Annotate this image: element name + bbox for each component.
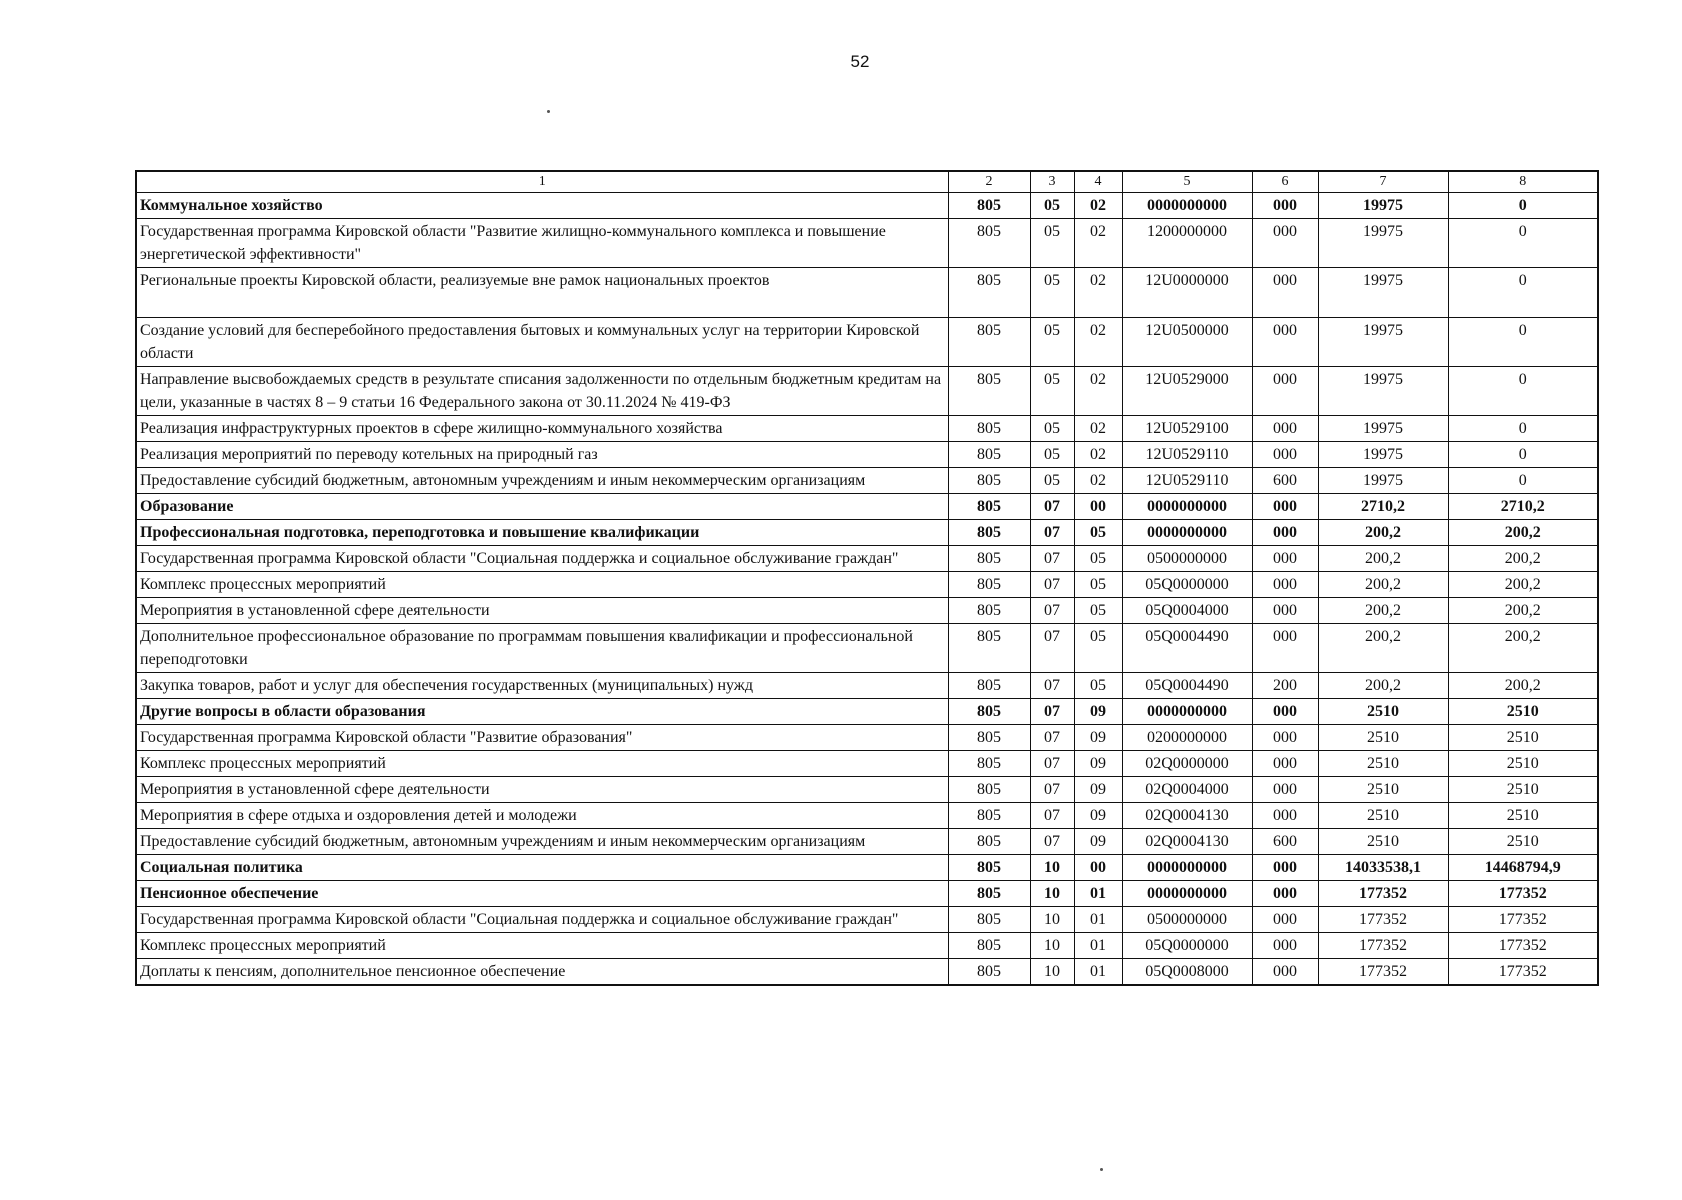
section-code-cell: 05	[1030, 442, 1074, 468]
section-code-cell: 07	[1030, 803, 1074, 829]
target-item-cell: 12U0529110	[1122, 468, 1252, 494]
expense-type-cell: 000	[1252, 624, 1318, 673]
amount-year2-cell: 200,2	[1448, 520, 1598, 546]
section-code-cell: 10	[1030, 855, 1074, 881]
column-header: 5	[1122, 171, 1252, 193]
ministry-code-cell: 805	[948, 520, 1030, 546]
target-item-cell: 05Q0004490	[1122, 624, 1252, 673]
row-name-cell: Государственная программа Кировской области "Социальная поддержка и социальное обслуживание граждан"	[136, 546, 948, 572]
amount-year1-cell: 19975	[1318, 416, 1448, 442]
target-item-cell: 0200000000	[1122, 725, 1252, 751]
row-name-cell: Комплекс процессных мероприятий	[136, 751, 948, 777]
amount-year2-cell: 177352	[1448, 881, 1598, 907]
target-item-cell: 05Q0000000	[1122, 933, 1252, 959]
row-name-cell: Государственная программа Кировской области "Развитие жилищно-коммунального комплекса и повышение энергетической эффективности"	[136, 219, 948, 268]
section-code-cell: 07	[1030, 572, 1074, 598]
table-row	[136, 699, 1598, 725]
amount-year2-cell: 2510	[1448, 751, 1598, 777]
table-row	[136, 624, 1598, 673]
amount-year1-cell: 19975	[1318, 318, 1448, 367]
subsection-code-cell: 05	[1074, 624, 1122, 673]
ministry-code-cell: 805	[948, 959, 1030, 986]
subsection-code-cell: 05	[1074, 673, 1122, 699]
amount-year1-cell: 200,2	[1318, 673, 1448, 699]
column-header: 4	[1074, 171, 1122, 193]
target-item-cell: 02Q0000000	[1122, 751, 1252, 777]
section-code-cell: 07	[1030, 546, 1074, 572]
subsection-code-cell: 02	[1074, 442, 1122, 468]
amount-year2-cell: 2510	[1448, 777, 1598, 803]
ministry-code-cell: 805	[948, 468, 1030, 494]
ministry-code-cell: 805	[948, 933, 1030, 959]
amount-year2-cell: 0	[1448, 442, 1598, 468]
amount-year2-cell: 14468794,9	[1448, 855, 1598, 881]
ministry-code-cell: 805	[948, 494, 1030, 520]
row-name-cell: Профессиональная подготовка, переподготовка и повышение квалификации	[136, 520, 948, 546]
amount-year2-cell: 2710,2	[1448, 494, 1598, 520]
subsection-code-cell: 02	[1074, 268, 1122, 318]
column-header: 1	[136, 171, 948, 193]
table-row	[136, 219, 1598, 268]
target-item-cell: 02Q0004130	[1122, 803, 1252, 829]
section-code-cell: 05	[1030, 367, 1074, 416]
subsection-code-cell: 09	[1074, 699, 1122, 725]
expense-type-cell: 000	[1252, 572, 1318, 598]
amount-year2-cell: 0	[1448, 193, 1598, 219]
expense-type-cell: 000	[1252, 318, 1318, 367]
target-item-cell: 0000000000	[1122, 494, 1252, 520]
ministry-code-cell: 805	[948, 673, 1030, 699]
page-number: 52	[850, 52, 870, 71]
subsection-code-cell: 01	[1074, 933, 1122, 959]
amount-year1-cell: 177352	[1318, 933, 1448, 959]
subsection-code-cell: 05	[1074, 598, 1122, 624]
target-item-cell: 0000000000	[1122, 855, 1252, 881]
amount-year1-cell: 19975	[1318, 268, 1448, 318]
subsection-code-cell: 02	[1074, 318, 1122, 367]
amount-year1-cell: 19975	[1318, 367, 1448, 416]
table-row	[136, 442, 1598, 468]
subsection-code-cell: 02	[1074, 367, 1122, 416]
subsection-code-cell: 05	[1074, 520, 1122, 546]
target-item-cell: 12U0529000	[1122, 367, 1252, 416]
row-name-cell: Комплекс процессных мероприятий	[136, 572, 948, 598]
target-item-cell: 0000000000	[1122, 699, 1252, 725]
table-row	[136, 829, 1598, 855]
subsection-code-cell: 02	[1074, 193, 1122, 219]
table-row	[136, 959, 1598, 986]
row-name-cell: Дополнительное профессиональное образование по программам повышения квалификации и профессиональной переподготовки	[136, 624, 948, 673]
table-row	[136, 520, 1598, 546]
section-code-cell: 10	[1030, 907, 1074, 933]
table-row	[136, 193, 1598, 219]
target-item-cell: 05Q0004490	[1122, 673, 1252, 699]
expense-type-cell: 200	[1252, 673, 1318, 699]
expense-type-cell: 000	[1252, 494, 1318, 520]
section-code-cell: 10	[1030, 933, 1074, 959]
ministry-code-cell: 805	[948, 367, 1030, 416]
expense-type-cell: 000	[1252, 933, 1318, 959]
amount-year1-cell: 2710,2	[1318, 494, 1448, 520]
amount-year1-cell: 2510	[1318, 829, 1448, 855]
amount-year2-cell: 200,2	[1448, 673, 1598, 699]
row-name-cell: Реализация инфраструктурных проектов в сфере жилищно-коммунального хозяйства	[136, 416, 948, 442]
table-row	[136, 803, 1598, 829]
table-row	[136, 933, 1598, 959]
section-code-cell: 05	[1030, 268, 1074, 318]
table-row	[136, 598, 1598, 624]
target-item-cell: 0000000000	[1122, 193, 1252, 219]
expense-type-cell: 000	[1252, 520, 1318, 546]
amount-year1-cell: 2510	[1318, 725, 1448, 751]
section-code-cell: 07	[1030, 725, 1074, 751]
amount-year2-cell: 0	[1448, 416, 1598, 442]
section-code-cell: 10	[1030, 881, 1074, 907]
amount-year1-cell: 177352	[1318, 959, 1448, 986]
ministry-code-cell: 805	[948, 598, 1030, 624]
amount-year2-cell: 200,2	[1448, 546, 1598, 572]
table-row	[136, 367, 1598, 416]
expense-type-cell: 000	[1252, 803, 1318, 829]
section-code-cell: 05	[1030, 416, 1074, 442]
ministry-code-cell: 805	[948, 855, 1030, 881]
table-row	[136, 546, 1598, 572]
table-row	[136, 268, 1598, 318]
target-item-cell: 0500000000	[1122, 546, 1252, 572]
ministry-code-cell: 805	[948, 699, 1030, 725]
target-item-cell: 02Q0004000	[1122, 777, 1252, 803]
row-name-cell: Региональные проекты Кировской области, реализуемые вне рамок национальных проектов	[136, 268, 948, 318]
row-name-cell: Государственная программа Кировской области "Социальная поддержка и социальное обслуживание граждан"	[136, 907, 948, 933]
amount-year1-cell: 14033538,1	[1318, 855, 1448, 881]
table-row	[136, 318, 1598, 367]
budget-table	[135, 170, 1599, 986]
amount-year2-cell: 177352	[1448, 907, 1598, 933]
expense-type-cell: 000	[1252, 219, 1318, 268]
ministry-code-cell: 805	[948, 907, 1030, 933]
subsection-code-cell: 05	[1074, 546, 1122, 572]
amount-year2-cell: 177352	[1448, 933, 1598, 959]
target-item-cell: 05Q0000000	[1122, 572, 1252, 598]
row-name-cell: Коммунальное хозяйство	[136, 193, 948, 219]
table-row	[136, 907, 1598, 933]
row-name-cell: Предоставление субсидий бюджетным, автономным учреждениям и иным некоммерческим организациям	[136, 829, 948, 855]
row-name-cell: Мероприятия в установленной сфере деятельности	[136, 777, 948, 803]
section-code-cell: 07	[1030, 520, 1074, 546]
target-item-cell: 1200000000	[1122, 219, 1252, 268]
table-body	[136, 193, 1598, 986]
section-code-cell: 05	[1030, 219, 1074, 268]
amount-year2-cell: 0	[1448, 268, 1598, 318]
row-name-cell: Комплекс процессных мероприятий	[136, 933, 948, 959]
target-item-cell: 0000000000	[1122, 881, 1252, 907]
row-name-cell: Доплаты к пенсиям, дополнительное пенсионное обеспечение	[136, 959, 948, 986]
table-header-row	[136, 171, 1598, 193]
row-name-cell: Другие вопросы в области образования	[136, 699, 948, 725]
column-header: 7	[1318, 171, 1448, 193]
expense-type-cell: 000	[1252, 881, 1318, 907]
amount-year1-cell: 200,2	[1318, 598, 1448, 624]
scan-speck	[547, 110, 550, 113]
amount-year1-cell: 19975	[1318, 468, 1448, 494]
expense-type-cell: 000	[1252, 777, 1318, 803]
row-name-cell: Предоставление субсидий бюджетным, автономным учреждениям и иным некоммерческим организациям	[136, 468, 948, 494]
expense-type-cell: 000	[1252, 268, 1318, 318]
target-item-cell: 0000000000	[1122, 520, 1252, 546]
expense-type-cell: 000	[1252, 907, 1318, 933]
ministry-code-cell: 805	[948, 829, 1030, 855]
table-row	[136, 881, 1598, 907]
target-item-cell: 05Q0008000	[1122, 959, 1252, 986]
amount-year2-cell: 200,2	[1448, 572, 1598, 598]
subsection-code-cell: 01	[1074, 959, 1122, 986]
expense-type-cell: 000	[1252, 442, 1318, 468]
subsection-code-cell: 09	[1074, 751, 1122, 777]
subsection-code-cell: 01	[1074, 907, 1122, 933]
table-row	[136, 751, 1598, 777]
expense-type-cell: 000	[1252, 193, 1318, 219]
expense-type-cell: 000	[1252, 546, 1318, 572]
amount-year2-cell: 2510	[1448, 699, 1598, 725]
scan-speck	[1100, 1168, 1103, 1171]
row-name-cell: Государственная программа Кировской области "Развитие образования"	[136, 725, 948, 751]
row-name-cell: Создание условий для бесперебойного предоставления бытовых и коммунальных услуг на территории Кировской области	[136, 318, 948, 367]
section-code-cell: 07	[1030, 673, 1074, 699]
subsection-code-cell: 00	[1074, 494, 1122, 520]
ministry-code-cell: 805	[948, 624, 1030, 673]
expense-type-cell: 000	[1252, 699, 1318, 725]
row-name-cell: Мероприятия в сфере отдыха и оздоровления детей и молодежи	[136, 803, 948, 829]
amount-year2-cell: 0	[1448, 468, 1598, 494]
target-item-cell: 12U0529110	[1122, 442, 1252, 468]
amount-year1-cell: 2510	[1318, 699, 1448, 725]
section-code-cell: 05	[1030, 468, 1074, 494]
expense-type-cell: 600	[1252, 829, 1318, 855]
row-name-cell: Закупка товаров, работ и услуг для обеспечения государственных (муниципальных) нужд	[136, 673, 948, 699]
section-code-cell: 07	[1030, 751, 1074, 777]
ministry-code-cell: 805	[948, 219, 1030, 268]
column-header: 8	[1448, 171, 1598, 193]
subsection-code-cell: 09	[1074, 803, 1122, 829]
table-row	[136, 777, 1598, 803]
section-code-cell: 07	[1030, 624, 1074, 673]
amount-year2-cell: 200,2	[1448, 598, 1598, 624]
expense-type-cell: 000	[1252, 725, 1318, 751]
section-code-cell: 10	[1030, 959, 1074, 986]
amount-year2-cell: 200,2	[1448, 624, 1598, 673]
amount-year1-cell: 177352	[1318, 907, 1448, 933]
ministry-code-cell: 805	[948, 751, 1030, 777]
amount-year1-cell: 2510	[1318, 803, 1448, 829]
section-code-cell: 07	[1030, 777, 1074, 803]
section-code-cell: 05	[1030, 318, 1074, 367]
subsection-code-cell: 09	[1074, 777, 1122, 803]
section-code-cell: 07	[1030, 494, 1074, 520]
table-row	[136, 494, 1598, 520]
target-item-cell: 02Q0004130	[1122, 829, 1252, 855]
target-item-cell: 0500000000	[1122, 907, 1252, 933]
column-header: 3	[1030, 171, 1074, 193]
amount-year2-cell: 0	[1448, 219, 1598, 268]
ministry-code-cell: 805	[948, 268, 1030, 318]
expense-type-cell: 600	[1252, 468, 1318, 494]
target-item-cell: 12U0000000	[1122, 268, 1252, 318]
amount-year1-cell: 19975	[1318, 442, 1448, 468]
table-row	[136, 673, 1598, 699]
row-name-cell: Направление высвобождаемых средств в результате списания задолженности по отдельным бюджетным кредитам на цели, указанные в частях 8 – 9 статьи 16 Федерального закона от 30.11.2024 № 419-ФЗ	[136, 367, 948, 416]
subsection-code-cell: 02	[1074, 416, 1122, 442]
amount-year1-cell: 200,2	[1318, 546, 1448, 572]
subsection-code-cell: 01	[1074, 881, 1122, 907]
ministry-code-cell: 805	[948, 803, 1030, 829]
subsection-code-cell: 09	[1074, 725, 1122, 751]
table-row	[136, 725, 1598, 751]
row-name-cell: Мероприятия в установленной сфере деятельности	[136, 598, 948, 624]
amount-year1-cell: 200,2	[1318, 624, 1448, 673]
expense-type-cell: 000	[1252, 416, 1318, 442]
amount-year1-cell: 19975	[1318, 219, 1448, 268]
amount-year2-cell: 2510	[1448, 803, 1598, 829]
row-name-cell: Пенсионное обеспечение	[136, 881, 948, 907]
ministry-code-cell: 805	[948, 572, 1030, 598]
ministry-code-cell: 805	[948, 416, 1030, 442]
target-item-cell: 12U0500000	[1122, 318, 1252, 367]
ministry-code-cell: 805	[948, 725, 1030, 751]
column-header: 6	[1252, 171, 1318, 193]
amount-year1-cell: 177352	[1318, 881, 1448, 907]
section-code-cell: 07	[1030, 829, 1074, 855]
table-row	[136, 572, 1598, 598]
expense-type-cell: 000	[1252, 855, 1318, 881]
subsection-code-cell: 02	[1074, 468, 1122, 494]
ministry-code-cell: 805	[948, 777, 1030, 803]
expense-type-cell: 000	[1252, 598, 1318, 624]
expense-type-cell: 000	[1252, 751, 1318, 777]
row-name-cell: Социальная политика	[136, 855, 948, 881]
amount-year2-cell: 2510	[1448, 725, 1598, 751]
row-name-cell: Реализация мероприятий по переводу котельных на природный газ	[136, 442, 948, 468]
ministry-code-cell: 805	[948, 442, 1030, 468]
table-row	[136, 468, 1598, 494]
ministry-code-cell: 805	[948, 318, 1030, 367]
amount-year1-cell: 200,2	[1318, 572, 1448, 598]
table-row	[136, 855, 1598, 881]
column-header: 2	[948, 171, 1030, 193]
subsection-code-cell: 00	[1074, 855, 1122, 881]
section-code-cell: 07	[1030, 598, 1074, 624]
subsection-code-cell: 05	[1074, 572, 1122, 598]
amount-year1-cell: 19975	[1318, 193, 1448, 219]
expense-type-cell: 000	[1252, 959, 1318, 986]
amount-year2-cell: 0	[1448, 367, 1598, 416]
amount-year2-cell: 177352	[1448, 959, 1598, 986]
ministry-code-cell: 805	[948, 881, 1030, 907]
ministry-code-cell: 805	[948, 193, 1030, 219]
target-item-cell: 12U0529100	[1122, 416, 1252, 442]
amount-year1-cell: 2510	[1318, 751, 1448, 777]
section-code-cell: 07	[1030, 699, 1074, 725]
expense-type-cell: 000	[1252, 367, 1318, 416]
ministry-code-cell: 805	[948, 546, 1030, 572]
amount-year2-cell: 2510	[1448, 829, 1598, 855]
amount-year1-cell: 200,2	[1318, 520, 1448, 546]
section-code-cell: 05	[1030, 193, 1074, 219]
amount-year2-cell: 0	[1448, 318, 1598, 367]
table-row	[136, 416, 1598, 442]
target-item-cell: 05Q0004000	[1122, 598, 1252, 624]
subsection-code-cell: 09	[1074, 829, 1122, 855]
row-name-cell: Образование	[136, 494, 948, 520]
amount-year1-cell: 2510	[1318, 777, 1448, 803]
subsection-code-cell: 02	[1074, 219, 1122, 268]
